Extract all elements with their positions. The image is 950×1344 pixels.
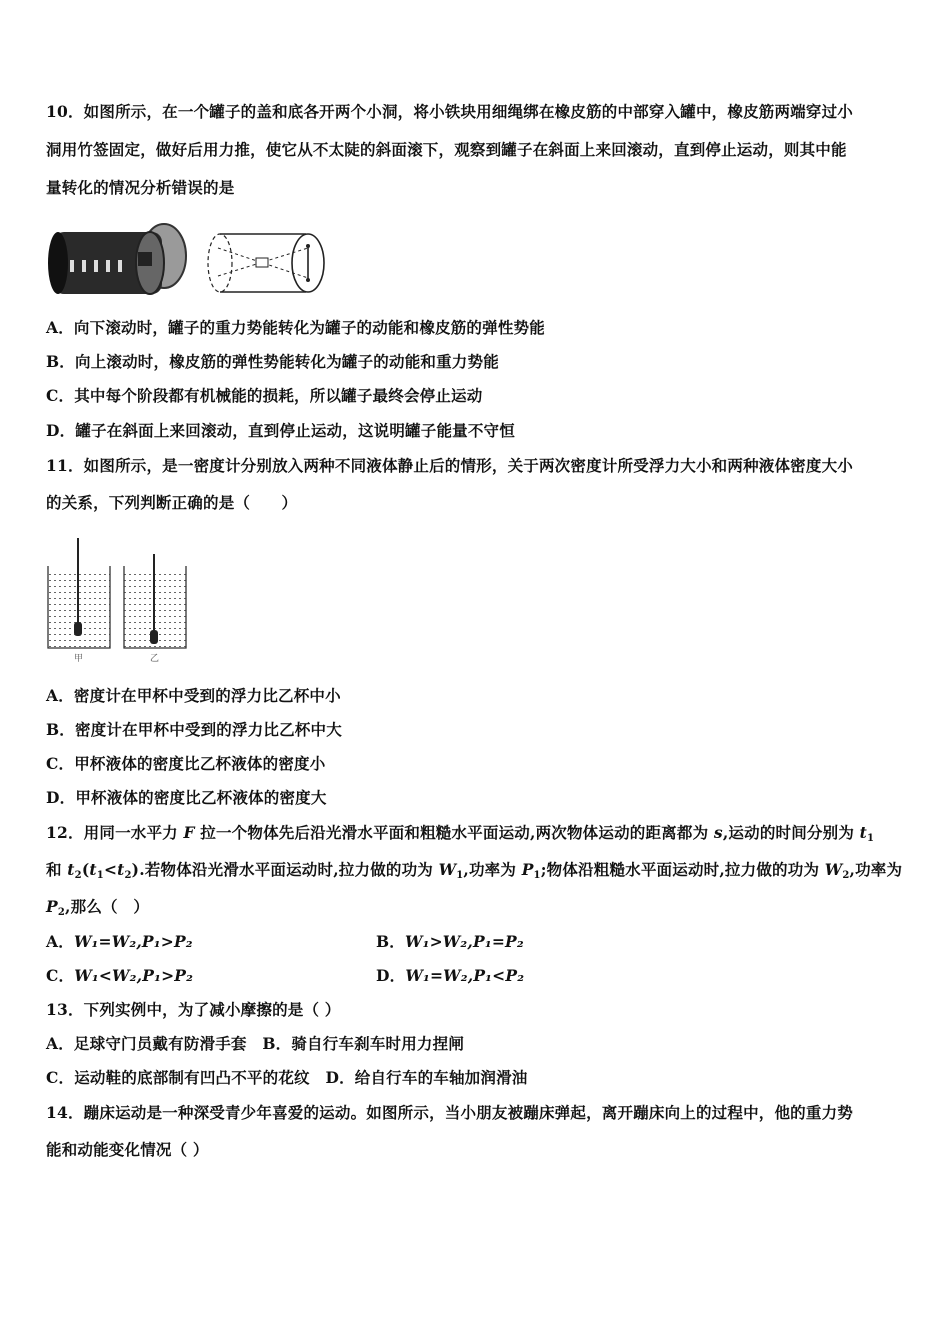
q11-option-a: A．密度计在甲杯中受到的浮力比乙杯中小 — [46, 686, 341, 705]
q13-stem: 13．下列实例中，为了减小摩擦的是（ ） — [46, 1000, 341, 1019]
q11-option-c: C．甲杯液体的密度比乙杯液体的密度小 — [46, 754, 326, 773]
q10-option-b: B．向上滚动时，橡皮筋的弹性势能转化为罐子的动能和重力势能 — [46, 352, 499, 371]
q11-option-d: D．甲杯液体的密度比乙杯液体的密度大 — [46, 788, 327, 807]
q13-options-row2: C．运动鞋的底部制有凹凸不平的花纹 D．给自行车的车轴加润滑油 — [46, 1068, 528, 1087]
q11-option-b: B．密度计在甲杯中受到的浮力比乙杯中大 — [46, 720, 342, 739]
q10-stem-line3: 量转化的情况分析错误的是 — [46, 178, 235, 197]
q14-stem-line1: 14．蹦床运动是一种深受青少年喜爱的运动。如图所示，当小朋友被蹦床弹起，离开蹦床向上的过程中，他的重力势 — [46, 1103, 853, 1122]
q12-stem-line3: $P_2$,那么（ ） — [46, 897, 150, 918]
q12-option-a: A．W₁=W₂,P₁>P₂ — [46, 932, 193, 951]
q10-stem-line2: 洞用竹签固定，做好后用力推，使它从不太陡的斜面滚下，观察到罐子在斜面上来回滚动，直到停止运动，则其中能 — [46, 140, 847, 159]
q10-option-c: C．其中每个阶段都有机械能的损耗，所以罐子最终会停止运动 — [46, 386, 483, 405]
q12-option-d: D．W₁=W₂,P₁<P₂ — [376, 966, 525, 985]
q12-option-c: C．W₁<W₂,P₁>P₂ — [46, 966, 194, 985]
q10-can-figure — [44, 218, 334, 302]
q10-stem-line1: 10．如图所示，在一个罐子的盖和底各开两个小洞，将小铁块用细绳绑在橡皮筋的中部穿入罐中，橡皮筋两端穿过小 — [46, 102, 853, 121]
q12-stem-line2: 和 $t_2(t_1<t_2)$.若物体沿光滑水平面运动时,拉力做的功为 $W_1$,功率为 $P_1$;物体沿粗糙水平面运动时,拉力做的功为 $W_2$,功率为 — [46, 860, 903, 881]
q11-hydrometer-figure — [44, 536, 190, 668]
q11-stem-line2: 的关系，下列判断正确的是（ ） — [46, 493, 298, 512]
q14-stem-line2: 能和动能变化情况（ ） — [46, 1140, 209, 1159]
q11-fig-label-yi: 乙 — [150, 654, 160, 664]
q12-stem-line1: 12．用同一水平力 F 拉一个物体先后沿光滑水平面和粗糙水平面运动,两次物体运动的距离都为 s,运动的时间分别为 $t_1$ — [46, 823, 875, 844]
q12-option-b: B．W₁>W₂,P₁=P₂ — [376, 932, 524, 951]
q11-fig-label-jia: 甲 — [74, 654, 84, 664]
q11-stem-line1: 11．如图所示，是一密度计分别放入两种不同液体静止后的情形，关于两次密度计所受浮力大小和两种液体密度大小 — [46, 456, 853, 475]
q10-option-d: D．罐子在斜面上来回滚动，直到停止运动，这说明罐子能量不守恒 — [46, 421, 515, 440]
q13-options-row1: A．足球守门员戴有防滑手套 B．骑自行车刹车时用力捏闸 — [46, 1034, 465, 1053]
q10-option-a: A．向下滚动时，罐子的重力势能转化为罐子的动能和橡皮筋的弹性势能 — [46, 318, 545, 337]
